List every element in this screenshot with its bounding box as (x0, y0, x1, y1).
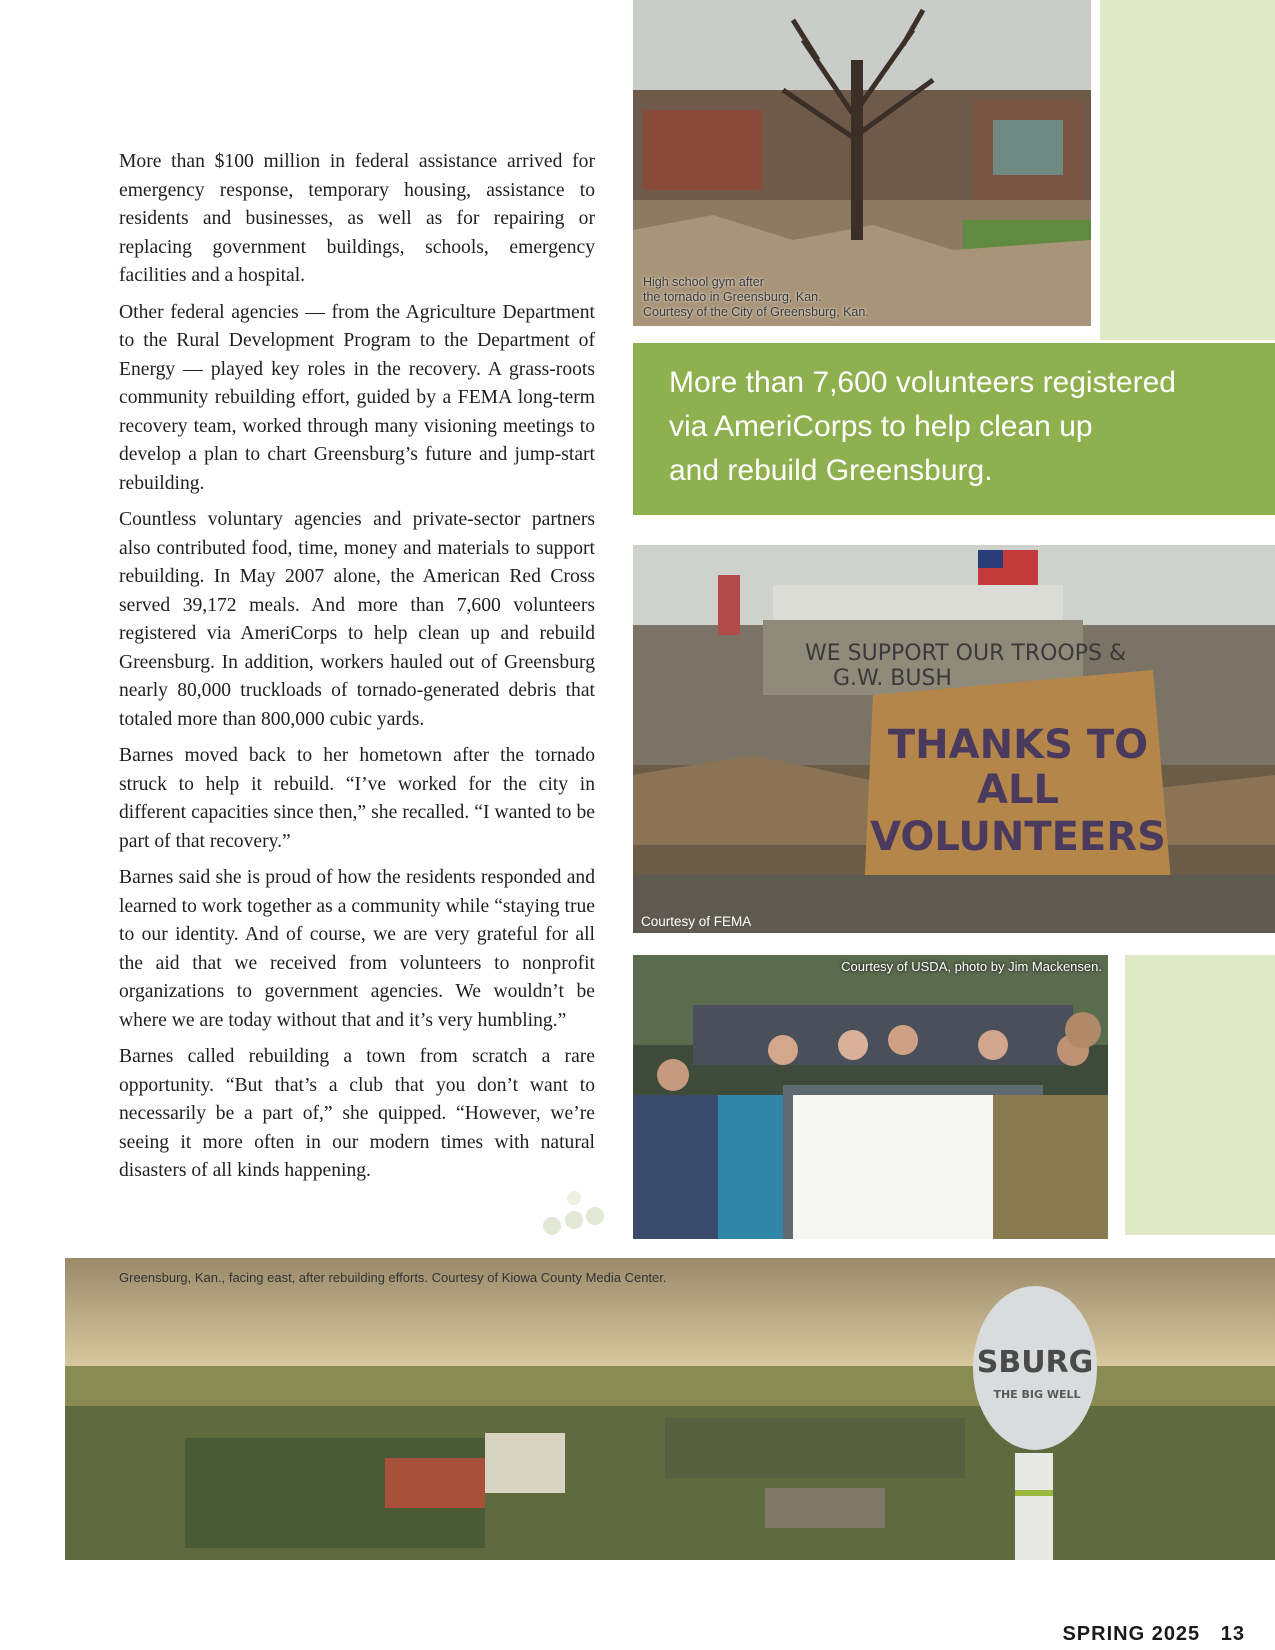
pull-quote-box (633, 343, 1275, 515)
page-footer (1062, 1623, 1245, 1646)
issue-label: SPRING 2025 (1062, 1623, 1201, 1645)
sign-line: ALL (977, 767, 1059, 813)
article-paragraph: More than $100 million in federal assistance arrived for emergency response, temporary housing, assistance to residents and businesses, as well as for repairing or replacing government buildings, schools, emergency facilities and a hospital. (119, 151, 595, 286)
pull-quote-line: More than 7,600 volunteers registered (669, 366, 1176, 399)
gym-photo-caption (643, 275, 869, 320)
decorative-green-bar-top (1100, 0, 1275, 340)
article-paragraph: Other federal agencies — from the Agriculture Department to the Rural Development Program to the Department of Energy — played key roles in the recovery. A grass-roots community rebuilding effort, guided by a FEMA long-term recovery team, worked through many visioning meetings to develop a plan to chart Greensburg’s future and jump-start rebuilding. (119, 301, 595, 494)
caption-line: High school gym after (643, 275, 764, 289)
page-number: 13 (1220, 1623, 1245, 1645)
decorative-dots (540, 1180, 610, 1240)
article-paragraph: Barnes said she is proud of how the residents responded and learned to work together as a community while “staying true to our identity. And of course, we are very grateful for all the aid that we received from volunteers to nonprofit organizations to government agencies. We wouldn’t be where we are today without that and it’s very humbling.” (119, 867, 595, 1031)
usda-photo-illustration (633, 955, 1108, 1239)
sign-line: VOLUNTEERS (870, 814, 1166, 860)
pull-quote-line: and rebuild Greensburg. (669, 454, 993, 487)
town-photo-caption: Greensburg, Kan., facing east, after rebuilding efforts. Courtesy of Kiowa County Media Center. (119, 1270, 667, 1285)
greensburg-aerial-photo (65, 1258, 1275, 1560)
water-tower-text: SBURG (976, 1345, 1094, 1380)
community-meeting-photo (633, 955, 1108, 1239)
water-tower-subtext: THE BIG WELL (993, 1388, 1081, 1401)
usda-photo-caption: Courtesy of USDA, photo by Jim Mackensen. (841, 959, 1102, 974)
article-paragraph: Countless voluntary agencies and private-sector partners also contributed food, time, money and materials to support rebuilding. In May 2007 alone, the American Red Cross served 39,172 meals. And more than 7,600 volunteers registered via AmeriCorps to help clean up and rebuild Greensburg. In addition, workers hauled out of Greensburg nearly 80,000 truckloads of tornado-generated debris that totaled more than 800,000 cubic yards. (119, 509, 595, 730)
banner-line: WE SUPPORT OUR TROOPS & (805, 641, 1127, 666)
banner-line: G.W. BUSH (833, 666, 952, 691)
town-photo-illustration (65, 1258, 1275, 1560)
pull-quote-line: via AmeriCorps to help clean up (669, 410, 1093, 443)
decorative-green-bar-middle (1125, 955, 1275, 1235)
article-body (119, 148, 595, 1194)
article-paragraph: Barnes moved back to her hometown after the tornado struck to help it rebuild. “I’ve worked for the city in different capacities since then,” she recalled. “I wanted to be part of that recovery.” (119, 745, 595, 852)
high-school-gym-photo (633, 0, 1091, 326)
sign-line: THANKS TO (887, 722, 1149, 768)
article-paragraph: Barnes called rebuilding a town from scratch a rare opportunity. “But that’s a club that you don’t want to necessarily be a part of,” she quipped. “However, we’re seeing it more often in our modern times with natural disasters of all kinds happening. (119, 1046, 595, 1181)
fema-photo-caption: Courtesy of FEMA (641, 914, 752, 929)
fema-photo-illustration (633, 545, 1275, 933)
volunteers-sign-photo (633, 545, 1275, 933)
caption-line: Courtesy of the City of Greensburg, Kan. (643, 305, 869, 319)
caption-line: the tornado in Greensburg, Kan. (643, 290, 822, 304)
